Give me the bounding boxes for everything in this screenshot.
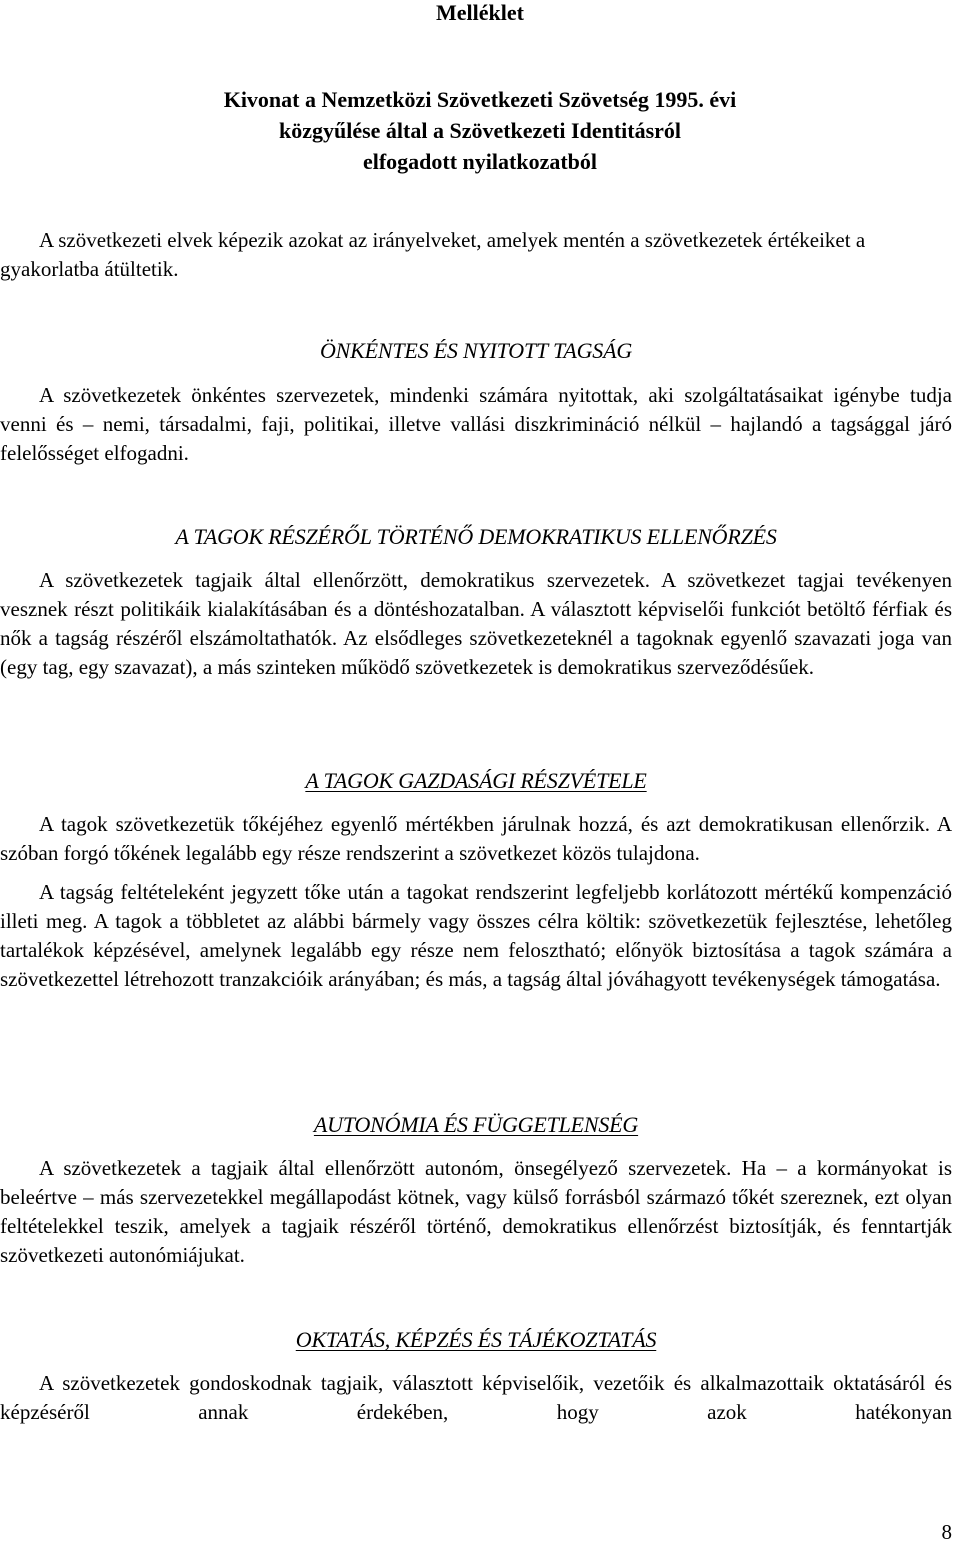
section-body-voluntary-open-membership	[0, 381, 952, 468]
section-heading-voluntary-open-membership: ÖNKÉNTES ÉS NYITOTT TAGSÁG	[319, 338, 633, 363]
annex-label: Melléklet	[436, 0, 524, 25]
document-title	[60, 84, 900, 177]
section-body-autonomy-independence	[0, 1154, 952, 1270]
section-heading-education-training-information: OKTATÁS, KÉPZÉS ÉS TÁJÉKOZTATÁS	[295, 1327, 657, 1352]
section-heading-economic-participation: A TAGOK GAZDASÁGI RÉSZVÉTELE	[305, 768, 647, 793]
section-body-education-training-information	[0, 1369, 952, 1427]
title-line: közgyűlése által a Szövetkezeti Identitásról	[278, 118, 682, 143]
body-paragraph: A tagság feltételeként jegyzett tőke után a tagokat rendszerint legfeljebb korlátozott mértékű kompenzáció illeti meg. A tagok a többletet az alábbi bármely vagy összes célra költik: szövetkezetük fejlesztése, lehetőleg tartalékok képzésével, amelynek legalább egy része nem felosztható; előnyök biztosítása a tagok számára a szövetkezettel létrehozott tranzakcióik arányában; és más, a tagság által jóváhagyott tevékenységek támogatása.	[0, 880, 952, 991]
body-paragraph: A szövetkezetek tagjaik által ellenőrzött, demokratikus szervezetek. A szövetkezet tagjai tevékenyen vesznek részt politikáik kialakításában és a döntéshozatalban. A választott képviselői funkciót betöltő férfiak és nők a tagság részéről elszámoltathatók. Az elsődleges szövetkezeteknél a tagoknak egyenlő szavazati joga van (egy tag, egy szavazat), a más szinteken működő szövetkezetek is demokratikus szerveződésűek.	[0, 568, 952, 679]
body-paragraph: A szövetkezetek gondoskodnak tagjaik, választott képviselőik, vezetőik és alkalmazottaik oktatásáról és képzéséről annak érdekében, hogy azok hatékonyan	[0, 1371, 952, 1424]
title-line: elfogadott nyilatkozatból	[362, 149, 598, 174]
body-paragraph: A tagok szövetkezetük tőkéjéhez egyenlő mértékben járulnak hozzá, és azt demokratikusan ellenőrzik. A szóban forgó tőkének legalább egy része rendszerint a szövetkezet közös tulajdona.	[0, 812, 952, 865]
intro-paragraph: A szövetkezeti elvek képezik azokat az irányelveket, amelyek mentén a szövetkezetek értékeiket a gyakorlatba átültetik.	[0, 228, 866, 281]
section-body-democratic-control	[0, 566, 952, 682]
section-body-economic-participation	[0, 810, 952, 994]
section-heading-autonomy-independence: AUTONÓMIA ÉS FÜGGETLENSÉG	[313, 1112, 639, 1137]
body-paragraph: A szövetkezetek a tagjaik által ellenőrzött autonóm, önsegélyező szervezetek. Ha – a kormányokat is beleértve – más szervezetekkel megállapodást kötnek, vagy külső forrásból származó tőkét szereznek, ezt olyan feltételekkel teszik, amelyek a tagjaik részéről történő, demokratikus ellenőrzést biztosítják, és fenntartják szövetkezeti autonómiájukat.	[0, 1156, 952, 1267]
body-paragraph: A szövetkezetek önkéntes szervezetek, mindenki számára nyitottak, aki szolgáltatásaikat igénybe tudja venni és – nemi, társadalmi, faji, politikai, illetve vallási diszkrimináció nélkül – hajlandó a tagsággal járó felelősséget elfogadni.	[0, 383, 952, 465]
page-number: 8	[941, 1520, 952, 1544]
title-line: Kivonat a Nemzetközi Szövetkezeti Szövetség 1995. évi	[223, 87, 737, 112]
section-heading-democratic-control: A TAGOK RÉSZÉRŐL TÖRTÉNŐ DEMOKRATIKUS ELLENŐRZÉS	[175, 524, 777, 549]
